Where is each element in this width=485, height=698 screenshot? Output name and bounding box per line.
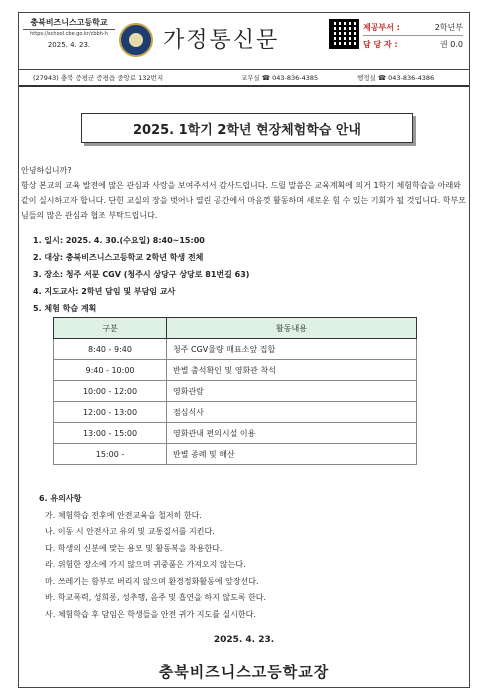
schedule-time: 10:00 - 12:00 [54,381,167,402]
table-row [54,360,417,381]
table-row [54,339,417,360]
dept-value: 2학년부 [434,22,463,32]
table-row [54,381,417,402]
schedule-time: 8:40 - 9:40 [54,339,167,360]
list-item: 바. 학교폭력, 성희롱, 성추행, 음주 및 흡연을 하지 않도록 한다. [45,593,267,602]
detail-list [21,233,467,318]
newsletter-header [19,13,469,70]
table-row [54,402,417,423]
detail-item: 4. 지도교사: 2학년 담임 및 부담임 교사 [33,287,176,296]
schedule-activity: 점심식사 [167,402,417,423]
school-address: (27943) 충북 증평군 증평읍 중앙로 132번지 [33,73,164,82]
list-item: 다. 학생의 신분에 맞는 용모 및 활동복을 착용한다. [45,543,223,553]
list-item: 라. 위험한 장소에 가지 않으며 귀중품은 가져오지 않는다. [45,560,246,569]
detail-item: 3. 장소: 청주 서문 CGV (청주시 상당구 상당로 81번길 63) [33,270,250,279]
document-title: 2025. 1학기 2학년 현장체험학습 안내 [81,113,413,143]
schedule-activity: 반별 종례 및 해산 [167,444,417,465]
schedule-time: 12:00 - 13:00 [54,402,167,423]
list-item: 사. 체험학습 후 담임은 학생들을 안전 귀가 지도를 실시한다. [45,609,256,619]
document-body [21,163,467,318]
schedule-activity: 반별 출석확인 및 영화관 착석 [167,360,417,381]
principal-signature: 충북비즈니스고등학교장 [158,663,330,681]
detail-item: 1. 일시: 2025. 4. 30.(수요일) 8:40~15:00 [33,236,205,245]
table-row [54,423,417,444]
school-url[interactable]: https://school.cbe.go.kr/cbbh-h [30,31,108,37]
newsletter-page [18,12,470,688]
list-item: 나. 이동 시 안전사고 유의 및 교통질서를 지킨다. [45,527,215,536]
manager-label: 담 당 자 : [363,39,398,49]
closing-date: 2025. 4. 23. [213,635,275,645]
detail-item: 2. 대상: 충북비즈니스고등학교 2학년 학생 전체 [33,253,204,262]
schedule-time: 13:00 - 15:00 [54,423,167,444]
intro-paragraph: 항상 본교의 교육 발전에 많은 관심과 사랑을 보여주셔서 감사드립니다. 드릴 말씀은 교육계획에 의거 1학기 체험학습을 아래와 같이 실시하고자 합니다. 단힌 교실의 장을 벗어나 열린 공간에서 마음껏 활동하며 새로운 힘 수 있는 기회가 될 것입니다. 학부모님들의 많은 관심과 협조 부탁드립니다. [21,181,466,220]
table-row [54,444,417,465]
schedule-header-activity: 활동내용 [167,318,417,339]
newsletter-title: 가정통신문 [163,28,280,53]
schedule-table [53,317,417,465]
schedule-activity: 영화관내 편의시설 이용 [167,423,417,444]
schedule-activity: 청주 CGV율량 매표소앞 집합 [167,339,417,360]
dept-label: 제공부서 : [363,22,400,32]
school-emblem-icon [119,23,153,57]
schedule-activity: 영화관람 [167,381,417,402]
office-phone: 교무실 ☎ 043-836-4385 [241,73,319,82]
school-name: 충북비즈니스고등학교 [23,17,115,30]
admin-phone: 행정실 ☎ 043-836-4386 [357,73,435,82]
issue-date: 2025. 4. 23. [47,41,91,49]
schedule-time: 15:00 - [54,444,167,465]
list-item: 가. 체험학습 전후에 안전교육을 철저히 한다. [45,510,202,520]
school-info [23,17,115,49]
address-bar [19,69,469,87]
notes-heading: 6. 유의사항 [39,494,82,503]
detail-item: 5. 체험 학습 계획 [33,304,97,313]
notes-section [39,491,266,623]
list-item: 마. 쓰레기는 함부로 버리지 않으며 환경정화활동에 앞장선다. [45,576,259,586]
qr-code-icon [329,19,359,49]
schedule-time: 9:40 - 10:00 [54,360,167,381]
manager-value: 권 0.0 [440,39,463,49]
department-box [363,19,463,52]
schedule-header-time: 구분 [54,318,167,339]
greeting: 안녕하십니까? [21,166,72,175]
